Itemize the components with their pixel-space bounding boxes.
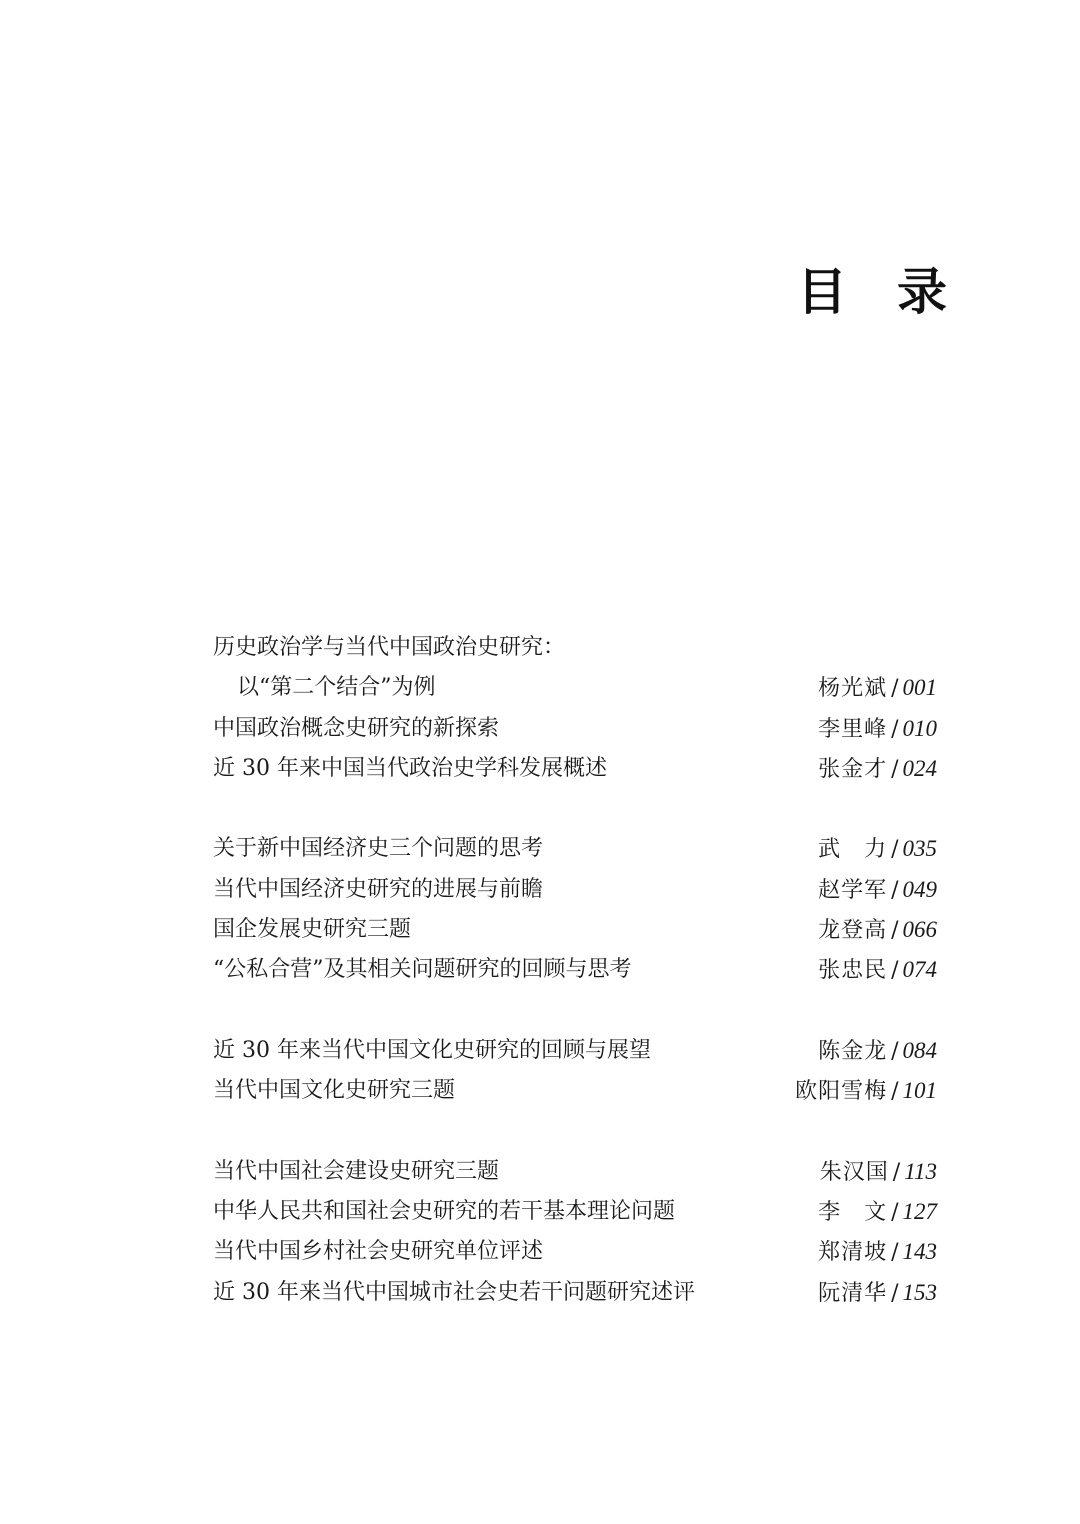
- toc-page-number: 010: [902, 715, 937, 741]
- toc-entry-meta: [795, 1071, 937, 1112]
- toc-author: 陈金龙: [818, 1038, 888, 1064]
- toc-separator: /: [891, 756, 899, 782]
- toc-page-number: 143: [902, 1239, 937, 1265]
- toc-separator: /: [891, 716, 899, 742]
- toc-entry[interactable]: [213, 1232, 937, 1272]
- toc-separator: /: [891, 1079, 899, 1105]
- toc-author: 郑清坡: [818, 1240, 888, 1266]
- toc-author: 朱汉国: [819, 1159, 889, 1185]
- toc-entry-title: 当代中国乡村社会史研究单位评述: [213, 1239, 544, 1265]
- toc-author: 赵学军: [818, 877, 888, 903]
- toc-separator: /: [892, 1159, 901, 1185]
- toc-separator: /: [891, 918, 899, 944]
- toc-entry-title: 近 30 年来当代中国文化史研究的回顾与展望: [213, 1037, 651, 1063]
- toc-entry-title: 近 30 年来中国当代政治史学科发展概述: [213, 755, 607, 781]
- toc-entry[interactable]: [213, 1071, 937, 1111]
- toc-page-number: 101: [902, 1078, 937, 1104]
- toc-entry-title: “公私合营”及其相关问题研究的回顾与思考: [213, 957, 632, 983]
- toc-entry-meta: [818, 709, 937, 750]
- toc-entry-title: 当代中国文化史研究三题: [213, 1078, 456, 1104]
- toc-entry[interactable]: [213, 910, 937, 950]
- toc-entry-meta: [818, 1192, 937, 1233]
- toc-separator: /: [891, 1280, 899, 1306]
- toc-entry-meta: [818, 870, 937, 911]
- toc-page-number: 127: [902, 1199, 937, 1225]
- toc-entry-meta: [818, 668, 937, 709]
- toc-page-number: 035: [902, 836, 937, 862]
- toc-entry-title: 历史政治学与当代中国政治史研究：: [213, 635, 566, 660]
- toc-author: 阮清华: [818, 1280, 888, 1306]
- toc-entry-title: 关于新中国经济史三个问题的思考: [213, 836, 544, 862]
- toc-entry[interactable]: [213, 1192, 937, 1232]
- toc-entry[interactable]: [213, 870, 937, 910]
- toc-author: 武 力: [818, 837, 888, 863]
- toc-page-number: 084: [902, 1037, 937, 1063]
- toc-entry[interactable]: [213, 668, 937, 708]
- toc-entry-meta: [818, 1232, 937, 1273]
- toc-separator: /: [891, 877, 899, 903]
- page-title-char-2: 录: [897, 262, 947, 321]
- toc-entry[interactable]: [213, 1031, 937, 1071]
- toc-entry-title: 以“第二个结合”为例: [237, 675, 436, 701]
- toc-entry[interactable]: [213, 709, 937, 749]
- toc-page-number: 001: [902, 675, 937, 701]
- toc-author: 杨光斌: [818, 676, 888, 702]
- toc-entry-title: 国企发展史研究三题: [213, 917, 412, 943]
- toc-group-spacer: [213, 991, 937, 1031]
- toc-author: 龙登高: [818, 918, 888, 944]
- toc-entry[interactable]: [213, 1273, 937, 1313]
- toc-group-spacer: [213, 789, 937, 829]
- toc-entry-meta: [820, 1152, 937, 1193]
- toc-separator: /: [891, 958, 899, 984]
- toc-page-number: 024: [902, 755, 937, 781]
- table-of-contents: [213, 628, 937, 1313]
- toc-author: 李里峰: [818, 716, 888, 742]
- toc-entry-meta: [818, 1273, 937, 1314]
- toc-entry-meta: [818, 1031, 937, 1072]
- toc-entry-title: 当代中国经济史研究的进展与前瞻: [213, 876, 544, 902]
- toc-entry[interactable]: [213, 749, 937, 789]
- toc-author: 欧阳雪梅: [795, 1079, 888, 1105]
- toc-entry-title: 近 30 年来当代中国城市社会史若干问题研究述评: [213, 1279, 695, 1305]
- page-title-char-1: 目: [797, 262, 847, 321]
- toc-entry[interactable]: [213, 829, 937, 869]
- toc-page-number: 074: [902, 957, 937, 983]
- toc-entry[interactable]: [213, 950, 937, 990]
- toc-page-number: 113: [904, 1158, 937, 1184]
- toc-separator: /: [891, 1200, 899, 1226]
- toc-author: 张金才: [818, 756, 888, 782]
- toc-separator: /: [891, 1038, 899, 1064]
- toc-entry[interactable]: [213, 1152, 937, 1192]
- toc-separator: /: [891, 837, 899, 863]
- toc-entry-meta: [818, 829, 937, 870]
- toc-group-spacer: [213, 1112, 937, 1152]
- toc-entry-meta: [818, 910, 937, 951]
- toc-entry: [213, 628, 937, 668]
- toc-separator: /: [891, 1240, 899, 1266]
- toc-entry-title: 中华人民共和国社会史研究的若干基本理论问题: [213, 1199, 676, 1225]
- page-title: [797, 262, 947, 322]
- toc-separator: /: [891, 676, 899, 702]
- toc-entry-title: 中国政治概念史研究的新探索: [213, 715, 500, 741]
- toc-entry-meta: [818, 950, 937, 991]
- toc-author: 张忠民: [818, 958, 888, 984]
- toc-author: 李 文: [818, 1200, 888, 1226]
- toc-entry-title: 当代中国社会建设史研究三题: [213, 1158, 500, 1184]
- toc-page-number: 066: [902, 917, 937, 943]
- toc-page-number: 049: [902, 876, 937, 902]
- toc-entry-meta: [818, 749, 937, 790]
- toc-page-number: 153: [902, 1279, 937, 1305]
